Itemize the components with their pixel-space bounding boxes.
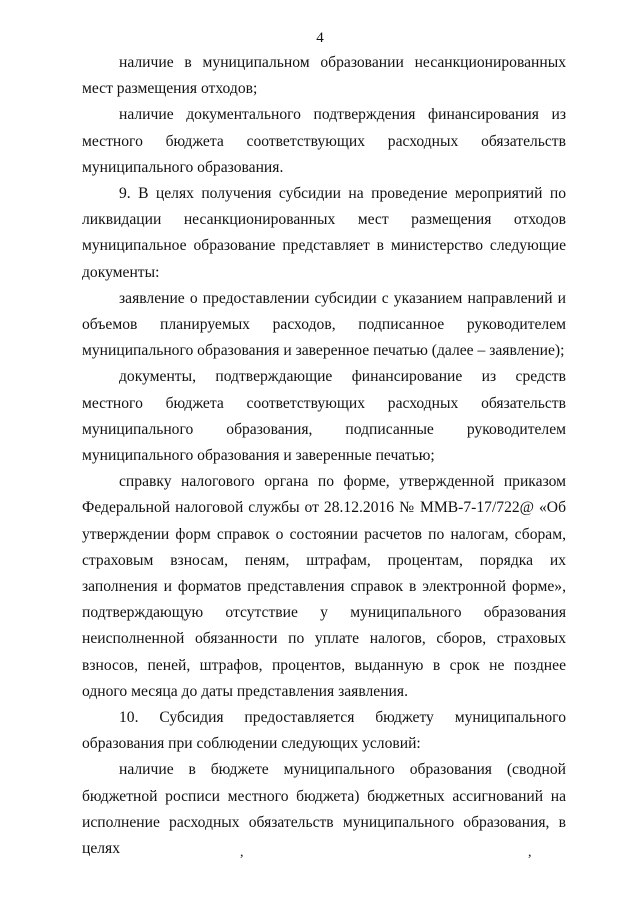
paragraph-financing-documents: документы, подтверждающие финансирование из средств местного бюджета соответствующих расходных обязательств муниципального образования, подписанные руководителем муниципального образования и заверенные печатью; [82, 368, 566, 465]
bottom-mark-left: , [240, 845, 244, 860]
paragraph-clause-10: 10. Субсидия предоставляется бюджету муниципального образования при соблюдении следующих условий: [82, 709, 566, 753]
paragraph-clause-9: 9. В целях получения субсидии на проведение мероприятий по ликвидации несанкционированных мест размещения отходов муниципальное образование представляет в министерство следующие документы: [82, 185, 566, 281]
paragraph-funding-confirmation: наличие документального подтверждения финансирования из местного бюджета соответствующих расходных обязательств муниципального образования. [82, 106, 566, 176]
paragraph-tax-certificate: справку налогового органа по форме, утвержденной приказом Федеральной налоговой службы от 28.12.2016 № ММВ-7-17/722@ «Об утверждении форм справок о состоянии расчетов по налогам, сборам, страховым взносам, пеням, штрафам, процентам, порядка их заполнения и форматов представления справок в электронной форме», подтверждающую отсутствие у муниципального образования неисполненной обязанности по уплате налогов, сборов, страховых взносов, пеней, штрафов, процентов, выданную в срок не позднее одного месяца до даты представления заявления. [82, 473, 566, 700]
page-number: 4 [316, 30, 324, 46]
paragraph-budget-allocations: наличие в бюджете муниципального образования (сводной бюджетной росписи местного бюджета) бюджетных ассигнований на исполнение расходных обязательств муниципального образования, в целях [82, 761, 566, 858]
bottom-mark-right: , [528, 845, 532, 860]
paragraph-application: заявление о предоставлении субсидии с указанием направлений и объемов планируемых расходов, подписанное руководителем муниципального образования и заверенное печатью (далее – заявление); [82, 289, 566, 360]
paragraph-unsanctioned-sites: наличие в муниципальном образовании несанкционированных мест размещения отходов; [82, 54, 566, 98]
document-body [82, 50, 566, 862]
